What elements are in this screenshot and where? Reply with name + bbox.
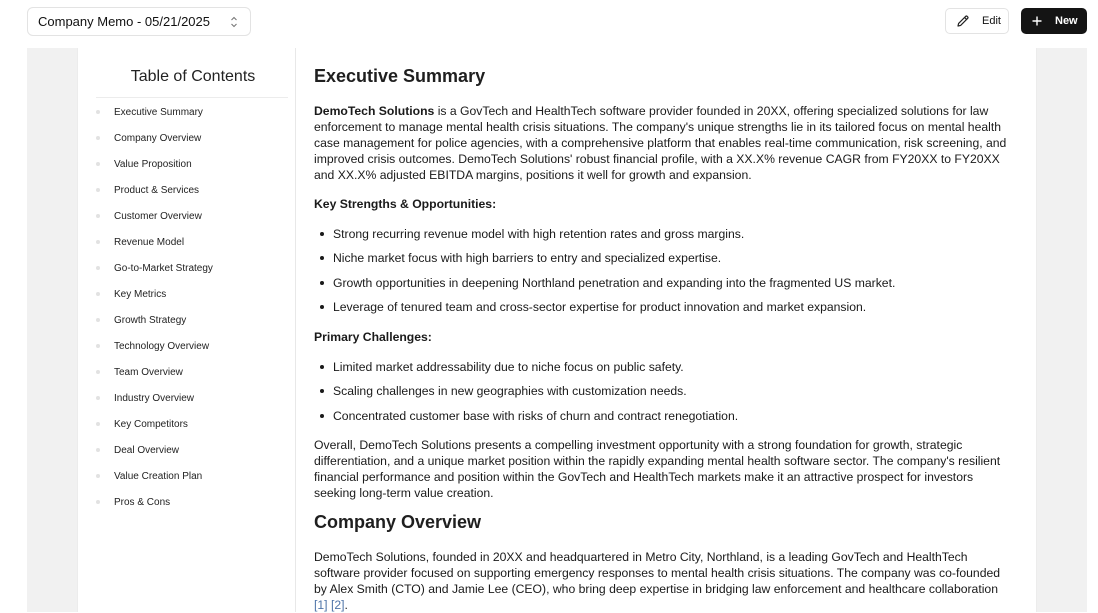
new-button[interactable] xyxy=(1021,8,1087,34)
bullet-dot-icon xyxy=(96,500,100,504)
toc-item-label: Pros & Cons xyxy=(114,496,171,508)
bullet-dot-icon xyxy=(96,162,100,166)
bullet-dot-icon xyxy=(96,266,100,270)
company-overview-paragraph xyxy=(314,549,1014,613)
list-item: Strong recurring revenue model with high retention rates and gross margins. xyxy=(314,226,895,250)
pencil-icon xyxy=(956,14,970,28)
list-item: Niche market focus with high barriers to entry and specialized expertise. xyxy=(314,250,895,274)
document-sheet xyxy=(77,48,1037,612)
toc-item-value-creation-plan[interactable] xyxy=(96,463,213,489)
bullet-dot-icon xyxy=(96,448,100,452)
toc-item-product-services[interactable] xyxy=(96,177,213,203)
bullet-dot-icon xyxy=(96,422,100,426)
bullet-dot-icon xyxy=(96,110,100,114)
strengths-list xyxy=(314,226,895,323)
toc-item-label: Team Overview xyxy=(114,366,183,378)
document-selector-value: Company Memo - 05/21/2025 xyxy=(38,14,210,29)
bullet-dot-icon xyxy=(96,318,100,322)
challenges-list xyxy=(314,359,738,432)
toc-item-label: Key Competitors xyxy=(114,418,188,430)
toc-item-label: Company Overview xyxy=(114,132,202,144)
toc-item-value-proposition[interactable] xyxy=(96,151,213,177)
citation-link[interactable]: [1] xyxy=(314,598,328,612)
toc-item-label: Customer Overview xyxy=(114,210,202,222)
toc-item-go-to-market-strategy[interactable] xyxy=(96,255,213,281)
document-selector[interactable] xyxy=(27,7,251,36)
toc-item-label: Go-to-Market Strategy xyxy=(114,262,213,274)
bullet-dot-icon xyxy=(96,292,100,296)
toc-list xyxy=(96,99,213,515)
list-item: Growth opportunities in deepening Northland penetration and expanding into the fragmented US market. xyxy=(314,275,895,299)
toc-item-technology-overview[interactable] xyxy=(96,333,213,359)
section-heading-company-overview: Company Overview xyxy=(314,512,482,532)
toc-item-pros-cons[interactable] xyxy=(96,489,213,515)
chevron-up-down-icon xyxy=(229,15,239,29)
toc-item-label: Executive Summary xyxy=(114,106,203,118)
toc-item-customer-overview[interactable] xyxy=(96,203,213,229)
toc-item-label: Key Metrics xyxy=(114,288,167,300)
toc-item-label: Product & Services xyxy=(114,184,200,196)
toc-item-key-metrics[interactable] xyxy=(96,281,213,307)
executive-summary-intro xyxy=(314,103,1014,183)
toc-item-team-overview[interactable] xyxy=(96,359,213,385)
bullet-dot-icon xyxy=(96,240,100,244)
edit-button-label: Edit xyxy=(982,15,1001,27)
toc-item-label: Technology Overview xyxy=(114,340,210,352)
challenges-heading: Primary Challenges: xyxy=(314,330,432,344)
toc-item-deal-overview[interactable] xyxy=(96,437,213,463)
toc-item-label: Industry Overview xyxy=(114,392,195,404)
toc-item-industry-overview[interactable] xyxy=(96,385,213,411)
toc-item-growth-strategy[interactable] xyxy=(96,307,213,333)
bullet-dot-icon xyxy=(96,344,100,348)
bullet-dot-icon xyxy=(96,474,100,478)
plus-icon xyxy=(1032,16,1042,26)
bullet-dot-icon xyxy=(96,370,100,374)
section-heading-executive-summary: Executive Summary xyxy=(314,66,486,86)
list-item: Leverage of tenured team and cross-sector expertise for product innovation and market expansion. xyxy=(314,299,895,323)
toc-item-company-overview[interactable] xyxy=(96,125,213,151)
executive-summary-conclusion: Overall, DemoTech Solutions presents a compelling investment opportunity with a strong foundation for growth, strategic differentiation, and a unique market position within the rapidly expanding mental health software sector. The company's resilient financial performance and position within the GovTech and HealthTech markets make it an attractive prospect for investors seeking long-term value creation. xyxy=(314,438,1001,500)
toc-item-revenue-model[interactable] xyxy=(96,229,213,255)
new-button-label: New xyxy=(1055,15,1078,27)
toc-item-key-competitors[interactable] xyxy=(96,411,213,437)
company-overview-text: DemoTech Solutions, founded in 20XX and headquartered in Metro City, Northland, is a leading GovTech and HealthTech software provider focused on supporting emergency responses to mental health crisis situations. The company was co-founded by Alex Smith (CTO) and Jamie Lee (CEO), who bring deep expertise in bridging law enforcement and healthcare collaboration xyxy=(314,550,1001,596)
toc-item-label: Growth Strategy xyxy=(114,314,187,326)
toc-item-label: Value Proposition xyxy=(114,158,192,170)
company-name: DemoTech Solutions xyxy=(314,104,435,118)
list-item: Concentrated customer base with risks of churn and contract renegotiation. xyxy=(314,408,738,432)
strengths-heading: Key Strengths & Opportunities: xyxy=(314,197,497,211)
toc-divider xyxy=(96,97,288,98)
list-item: Scaling challenges in new geographies with customization needs. xyxy=(314,383,738,407)
document-frame xyxy=(27,48,1087,612)
list-item: Limited market addressability due to niche focus on public safety. xyxy=(314,359,738,383)
bullet-dot-icon xyxy=(96,136,100,140)
bullet-dot-icon xyxy=(96,188,100,192)
citation-link[interactable]: [2] xyxy=(330,598,345,612)
toc-item-label: Deal Overview xyxy=(114,444,180,456)
bullet-dot-icon xyxy=(96,396,100,400)
bullet-dot-icon xyxy=(96,214,100,218)
edit-button[interactable] xyxy=(945,8,1009,34)
toc-item-label: Value Creation Plan xyxy=(114,470,203,482)
sentence-end: . xyxy=(344,598,348,612)
toc-item-executive-summary[interactable] xyxy=(96,99,213,125)
toc-title: Table of Contents xyxy=(130,68,256,85)
toc-item-label: Revenue Model xyxy=(114,236,185,248)
intro-text: is a GovTech and HealthTech software provider founded in 20XX, offering specialized solutions for law enforcement to manage mental health crisis situations. The company's unique strengths lie in its tailored focus on mental health case management for police agencies, with a comprehensive platform that enables real-time communication, risk screening, and improved crisis outcomes. DemoTech Solutions' robust financial profile, with a XX.X% revenue CAGR from FY20XX to FY20XX and XX.X% adjusted EBITDA margins, positions it well for growth and expansion. xyxy=(314,104,1007,182)
table-of-contents xyxy=(78,48,296,612)
top-toolbar xyxy=(0,0,1098,46)
